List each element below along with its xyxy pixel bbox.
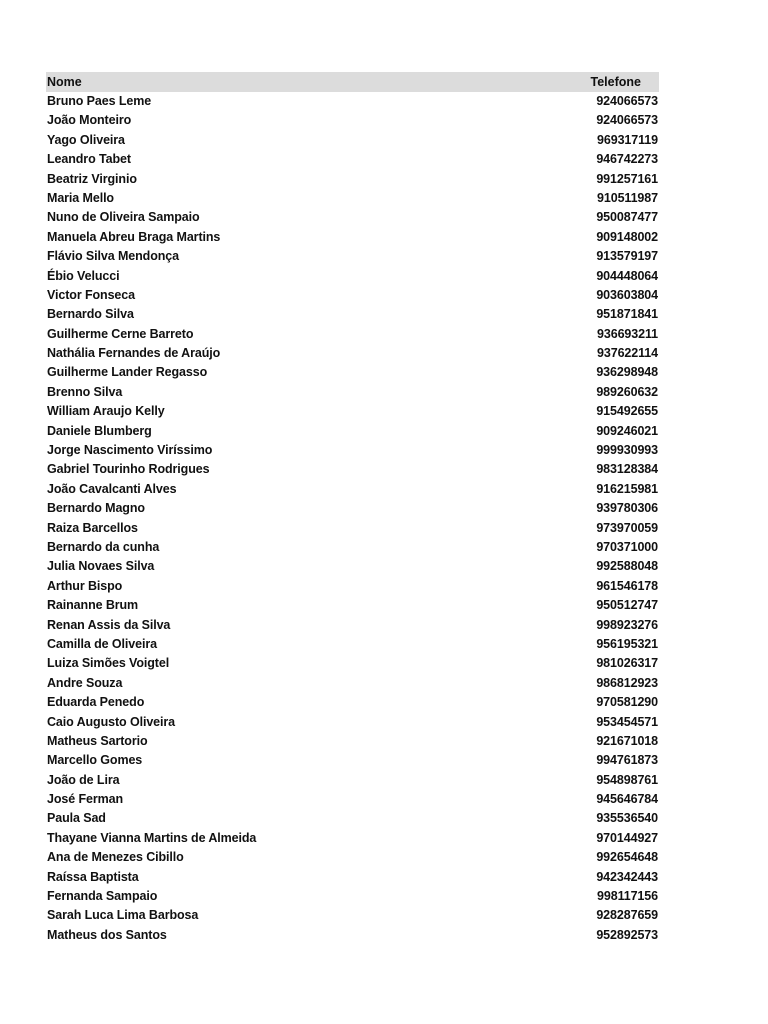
contact-phone: 904448064 [596, 268, 658, 283]
contact-name: Rainanne Brum [47, 598, 139, 613]
contact-phone: 913579197 [596, 249, 658, 264]
contact-name: Beatriz Virginio [47, 171, 137, 186]
table-row [46, 383, 659, 402]
contact-name: Fernanda Sampaio [47, 889, 158, 904]
table-row [46, 170, 659, 189]
contact-name: Jorge Nascimento Viríssimo [47, 443, 213, 458]
contact-name: João Cavalcanti Alves [47, 481, 177, 496]
contact-phone: 909246021 [596, 423, 658, 438]
contact-name: Bruno Paes Leme [47, 94, 152, 108]
contact-name: Bernardo Magno [47, 501, 145, 516]
table-row [46, 92, 659, 111]
contact-phone: 961546178 [596, 578, 658, 593]
contact-phone: 910511987 [597, 190, 658, 205]
contact-phone: 969317119 [597, 132, 658, 147]
contact-name: Arthur Bispo [47, 578, 123, 593]
table-row [46, 267, 659, 286]
contact-phone: 942342443 [596, 869, 658, 884]
contact-phone: 921671018 [596, 733, 658, 748]
contact-phone: 991257161 [596, 171, 658, 186]
table-row [46, 674, 659, 693]
table-row [46, 732, 659, 751]
contact-name: Raíssa Baptista [47, 869, 139, 884]
contact-name: João Monteiro [47, 113, 132, 128]
table-row [46, 577, 659, 596]
contact-phone: 973970059 [596, 520, 658, 535]
contact-name: Leandro Tabet [47, 152, 131, 167]
table-row [46, 247, 659, 266]
table-row [46, 150, 659, 169]
table-row [46, 286, 659, 305]
table-row [46, 887, 659, 906]
table-row [46, 344, 659, 363]
contact-phone: 924066573 [596, 113, 658, 128]
contact-phone: 946742273 [596, 152, 658, 167]
contact-name: Victor Fonseca [47, 287, 135, 302]
table-row [46, 829, 659, 848]
table-body [46, 92, 659, 945]
contact-phone: 924066573 [596, 94, 658, 108]
contact-name: João de Lira [47, 772, 120, 787]
contact-phone: 950512747 [596, 598, 658, 613]
contact-phone: 986812923 [596, 675, 658, 690]
table-row [46, 771, 659, 790]
contact-phone: 935536540 [596, 811, 658, 826]
contact-name: Manuela Abreu Braga Martins [47, 229, 221, 244]
table-row [46, 131, 659, 150]
contact-phone: 909148002 [596, 229, 658, 244]
table-row [46, 926, 659, 945]
table-row [46, 596, 659, 615]
table-row [46, 693, 659, 712]
contact-phone: 970144927 [596, 830, 658, 845]
table-row [46, 208, 659, 227]
contact-phone: 916215981 [596, 481, 658, 496]
table-row [46, 557, 659, 576]
contact-phone: 915492655 [596, 404, 658, 419]
contact-name: José Ferman [47, 792, 124, 807]
contact-phone: 953454571 [596, 714, 658, 729]
contact-phone: 983128384 [596, 462, 658, 477]
table-row [46, 906, 659, 925]
contact-name: Daniele Blumberg [47, 423, 152, 438]
contact-name: Guilherme Lander Regasso [47, 365, 208, 380]
contact-phone: 992588048 [596, 559, 658, 574]
contact-phone: 936693211 [597, 326, 658, 341]
contact-name: Renan Assis da Silva [47, 617, 171, 632]
table-row [46, 480, 659, 499]
table-row [46, 111, 659, 130]
table-row [46, 305, 659, 324]
table-row [46, 402, 659, 421]
contact-phone: 954898761 [596, 772, 658, 787]
table-row [46, 868, 659, 887]
contact-name: Matheus dos Santos [47, 927, 167, 942]
contact-name: Ana de Menezes Cibillo [47, 850, 184, 865]
contact-name: Bernardo Silva [47, 307, 134, 322]
contact-phone: 937622114 [597, 346, 658, 361]
contact-name: Camilla de Oliveira [47, 636, 157, 651]
table-row [46, 809, 659, 828]
contact-name: Julia Novaes Silva [47, 559, 155, 574]
contact-name: Flávio Silva Mendonça [47, 249, 179, 264]
contact-phone: 936298948 [596, 365, 658, 380]
phone-column-header: Telefone [590, 75, 641, 89]
table-row [46, 441, 659, 460]
contact-phone: 945646784 [596, 792, 658, 807]
contact-phone: 950087477 [596, 210, 658, 225]
contact-name: Raiza Barcellos [47, 520, 138, 535]
table-row [46, 189, 659, 208]
contact-name: Sarah Luca Lima Barbosa [47, 908, 199, 923]
contact-phone: 970371000 [596, 539, 658, 554]
table-row [46, 422, 659, 441]
contact-name: Eduarda Penedo [47, 695, 145, 710]
contact-name: Yago Oliveira [47, 132, 125, 147]
contact-phone: 999930993 [596, 443, 658, 458]
contact-phone: 998117156 [597, 889, 658, 904]
contact-phone: 989260632 [596, 384, 658, 399]
contact-name: Caio Augusto Oliveira [47, 714, 176, 729]
contact-phone: 994761873 [596, 753, 658, 768]
contacts-table [46, 72, 659, 945]
table-row [46, 499, 659, 518]
contact-name: Andre Souza [47, 675, 123, 690]
contact-phone: 998923276 [596, 617, 658, 632]
table-row [46, 538, 659, 557]
contact-phone: 903603804 [596, 287, 658, 302]
table-header-row [46, 72, 659, 92]
contact-phone: 939780306 [596, 501, 658, 516]
contact-name: Ébio Velucci [47, 268, 120, 283]
table-row [46, 635, 659, 654]
table-row [46, 790, 659, 809]
contact-phone: 970581290 [596, 695, 658, 710]
table-row [46, 363, 659, 382]
contact-name: Gabriel Tourinho Rodrigues [47, 462, 210, 477]
table-row [46, 713, 659, 732]
table-row [46, 848, 659, 867]
contact-name: Matheus Sartorio [47, 733, 148, 748]
name-column-header: Nome [47, 75, 82, 89]
contact-name: Bernardo da cunha [47, 539, 160, 554]
contact-phone: 956195321 [596, 636, 658, 651]
table-row [46, 325, 659, 344]
table-row [46, 654, 659, 673]
contact-name: Paula Sad [47, 811, 106, 826]
contact-phone: 981026317 [596, 656, 658, 671]
table-row [46, 616, 659, 635]
contact-phone: 951871841 [596, 307, 658, 322]
contact-name: Maria Mello [47, 190, 114, 205]
table-row [46, 751, 659, 770]
table-row [46, 519, 659, 538]
contact-name: Luiza Simões Voigtel [47, 656, 170, 671]
contact-name: Thayane Vianna Martins de Almeida [47, 830, 257, 845]
contact-phone: 992654648 [596, 850, 658, 865]
contact-name: Nathália Fernandes de Araújo [47, 346, 221, 361]
table-row [46, 460, 659, 479]
contact-name: William Araujo Kelly [47, 404, 165, 419]
contact-name: Marcello Gomes [47, 753, 143, 768]
contact-name: Brenno Silva [47, 384, 123, 399]
contact-phone: 928287659 [596, 908, 658, 923]
contact-name: Guilherme Cerne Barreto [47, 326, 194, 341]
contact-phone: 952892573 [596, 927, 658, 942]
contact-name: Nuno de Oliveira Sampaio [47, 210, 200, 225]
table-row [46, 228, 659, 247]
